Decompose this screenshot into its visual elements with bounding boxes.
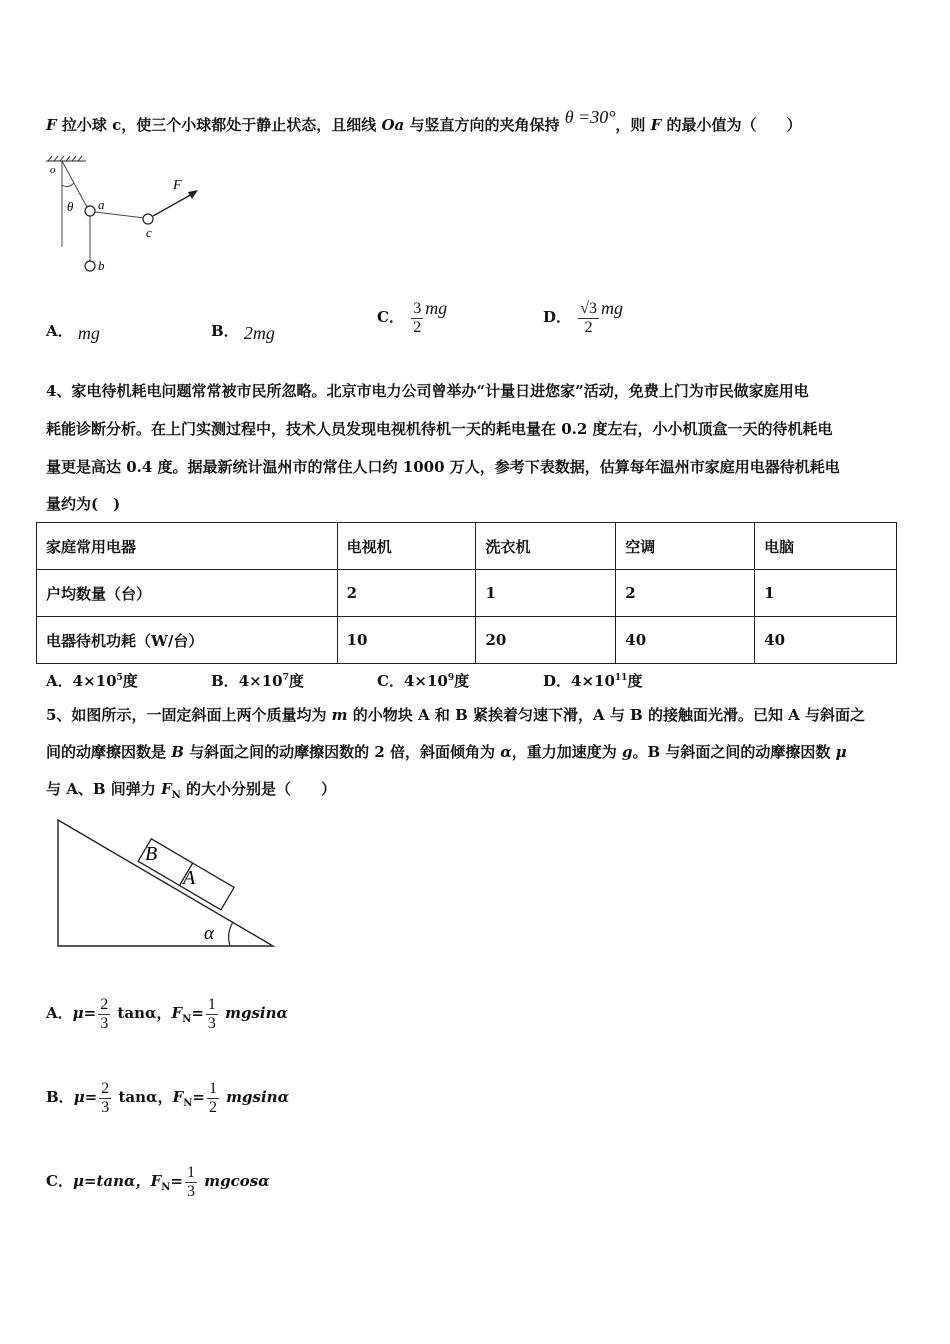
option-base: 4×10 bbox=[403, 672, 448, 690]
option-eq: = bbox=[192, 1088, 205, 1107]
option-fraction bbox=[185, 1164, 197, 1200]
var-m: m bbox=[331, 706, 348, 724]
frac-den: 3 bbox=[100, 1014, 109, 1032]
subscript-N: N bbox=[161, 1182, 171, 1194]
string-ac bbox=[95, 212, 144, 218]
table-cell: 20 bbox=[476, 617, 616, 664]
option-exponent: 11 bbox=[614, 673, 628, 683]
option-text: tanα， bbox=[112, 1004, 172, 1023]
frac-den: 3 bbox=[207, 1014, 216, 1032]
option-text: mgcosα bbox=[198, 1172, 270, 1191]
q3-option-C[interactable] bbox=[377, 300, 447, 336]
ball-c bbox=[143, 214, 153, 224]
label-B: B bbox=[145, 843, 158, 865]
q3-option-A-value: mg bbox=[77, 323, 100, 343]
table-cell: 空调 bbox=[616, 523, 755, 570]
option-text: mgsinα bbox=[219, 1004, 289, 1023]
frac-num: 2 bbox=[101, 1080, 110, 1097]
q3-stem-text4: 的最小值为（ ） bbox=[661, 116, 802, 134]
text: 与斜面之间的动摩擦因数的 2 倍，斜面倾角为 bbox=[183, 743, 501, 761]
string-oa bbox=[62, 161, 88, 209]
option-exponent: 5 bbox=[116, 673, 123, 683]
option-label: A． bbox=[46, 1004, 73, 1023]
option-fraction bbox=[207, 1080, 219, 1116]
option-eq: = bbox=[191, 1004, 204, 1023]
q5-stem-line2 bbox=[46, 741, 847, 762]
q5-option-B[interactable] bbox=[46, 1080, 289, 1116]
incline bbox=[58, 820, 273, 946]
q3-option-B[interactable] bbox=[211, 320, 275, 341]
table-row bbox=[37, 570, 897, 617]
option-text: mgsinα bbox=[220, 1088, 290, 1107]
option-label: C． bbox=[377, 672, 404, 690]
q3-option-C-fraction bbox=[411, 300, 423, 336]
option-F: F bbox=[172, 1088, 184, 1107]
option-fraction bbox=[99, 1080, 111, 1116]
option-base: 4×10 bbox=[571, 672, 615, 690]
option-unit: 度 bbox=[454, 672, 470, 690]
q3-stem-F: F bbox=[46, 116, 57, 134]
option-label: D． bbox=[543, 672, 572, 690]
q3-option-D[interactable] bbox=[543, 300, 623, 336]
option-mu: μ= bbox=[72, 1004, 97, 1023]
q3-stem-text2: 与竖直方向的夹角保持 bbox=[404, 116, 565, 134]
force-F-arrowhead bbox=[188, 190, 198, 199]
table-cell: 电视机 bbox=[337, 523, 476, 570]
var-B: B bbox=[171, 743, 184, 761]
frac-den: 2 bbox=[584, 318, 593, 336]
table-cell: 40 bbox=[755, 617, 897, 664]
label-alpha: α bbox=[204, 923, 214, 944]
table-cell: 户均数量（台） bbox=[37, 570, 338, 617]
q5-stem-line1 bbox=[46, 704, 865, 725]
frac-num: 1 bbox=[207, 996, 216, 1013]
table-cell: 电脑 bbox=[755, 523, 897, 570]
text: 5、如图所示，一固定斜面上两个质量均为 bbox=[46, 706, 332, 724]
q5-stem-line3 bbox=[46, 778, 336, 801]
table-cell: 1 bbox=[476, 570, 616, 617]
q4-option-B[interactable] bbox=[211, 670, 304, 691]
option-text: tanα， bbox=[113, 1088, 173, 1107]
q3-figure bbox=[40, 155, 220, 280]
alpha-arc bbox=[229, 922, 233, 946]
q4-stem-line3: 量更是高达 0.4 度。据最新统计温州市的常住人口约 1000 万人，参考下表数据，估算每年温州市家庭用电器待机耗电 bbox=[46, 458, 840, 476]
q4-stem-line2: 耗能诊断分析。在上门实测过程中，技术人员发现电视机待机一天的耗电量在 0.2 度左右，小小机顶盒一天的待机耗电 bbox=[46, 420, 833, 438]
subscript-N: N bbox=[183, 1098, 193, 1110]
frac-num: 1 bbox=[208, 1080, 217, 1097]
q3-stem-text1: 拉小球 c，使三个小球都处于静止状态，且细线 bbox=[56, 116, 382, 134]
option-eq: = bbox=[170, 1172, 183, 1191]
text: 。B 与斜面之间的动摩擦因数 bbox=[632, 743, 836, 761]
frac-num: 3 bbox=[413, 300, 422, 317]
q4-option-A[interactable] bbox=[46, 670, 138, 691]
option-label: C． bbox=[46, 1172, 73, 1191]
frac-den: 2 bbox=[413, 318, 422, 336]
q4-stem-line1: 4、家电待机耗电问题常常被市民所忽略。北京市电力公司曾举办“计量日进您家”活动，免费上门为市民做家庭用电 bbox=[46, 382, 809, 400]
frac-den: 3 bbox=[101, 1098, 110, 1116]
table-cell: 40 bbox=[616, 617, 755, 664]
q3-option-D-fraction bbox=[578, 300, 599, 336]
label-a: a bbox=[98, 197, 105, 212]
q3-option-A-label: A． bbox=[46, 322, 73, 340]
label-c: c bbox=[146, 225, 152, 240]
label-o: o bbox=[50, 164, 56, 176]
q3-stem bbox=[46, 107, 802, 135]
label-F: F bbox=[173, 178, 182, 193]
q3-option-C-label: C． bbox=[377, 308, 404, 327]
theta-arc bbox=[62, 183, 74, 187]
table-cell: 家庭常用电器 bbox=[37, 523, 338, 570]
option-F: F bbox=[171, 1004, 183, 1023]
text: 与 A、B 间弹力 bbox=[46, 780, 161, 798]
table-cell: 2 bbox=[616, 570, 755, 617]
var-F: F bbox=[160, 780, 172, 798]
q3-option-B-value: 2mg bbox=[243, 323, 275, 343]
option-base: 4×10 bbox=[238, 672, 283, 690]
force-F-arrow bbox=[153, 193, 194, 216]
text: 间的动摩擦因数是 bbox=[46, 743, 172, 761]
q5-option-C[interactable] bbox=[46, 1164, 270, 1200]
text: 的小物块 A 和 B 紧挨着匀速下滑，A 与 B 的接触面光滑。已知 A 与斜面之 bbox=[347, 706, 866, 724]
subscript-N: N bbox=[182, 1014, 192, 1026]
option-fraction bbox=[206, 996, 218, 1032]
q5-option-A[interactable] bbox=[46, 996, 288, 1032]
option-mu: μ= bbox=[73, 1088, 98, 1107]
option-mu: μ=tanα， bbox=[72, 1172, 151, 1191]
table-row bbox=[37, 523, 897, 570]
frac-num: 1 bbox=[186, 1164, 195, 1181]
frac-num: 2 bbox=[100, 996, 109, 1013]
q3-theta-expr: θ =30° bbox=[564, 107, 616, 127]
var-g: g bbox=[622, 743, 633, 761]
q4-table bbox=[36, 522, 897, 664]
subscript-N: N bbox=[171, 790, 181, 801]
q3-stem-Oa: Oa bbox=[381, 116, 405, 134]
q5-incline-figure bbox=[52, 815, 282, 955]
table-cell: 洗衣机 bbox=[476, 523, 616, 570]
ball-b bbox=[85, 261, 95, 271]
option-base: 4×10 bbox=[72, 672, 117, 690]
q3-option-B-label: B． bbox=[211, 322, 239, 340]
table-cell: 10 bbox=[337, 617, 476, 664]
option-label: B． bbox=[46, 1088, 74, 1107]
ceiling-hatch bbox=[46, 156, 86, 161]
frac-num: √3 bbox=[580, 300, 598, 317]
var-mu: μ bbox=[835, 743, 847, 761]
label-theta: θ bbox=[67, 199, 74, 214]
table-cell: 电器待机功耗（W/台） bbox=[37, 617, 338, 664]
q3-option-C-tail: mg bbox=[425, 298, 448, 319]
option-unit: 度 bbox=[122, 672, 138, 690]
frac-den: 3 bbox=[186, 1182, 195, 1200]
label-b: b bbox=[98, 258, 105, 273]
text: ，重力加速度为 bbox=[511, 743, 623, 761]
q4-stem-line4: 量约为( ) bbox=[46, 495, 121, 513]
option-exponent: 9 bbox=[447, 673, 455, 683]
q3-stem-F2: F bbox=[650, 116, 662, 134]
q4-option-C[interactable] bbox=[377, 670, 469, 691]
var-alpha: α bbox=[500, 743, 512, 761]
text: 的大小分别是（ ） bbox=[180, 780, 337, 798]
q3-option-D-label: D． bbox=[543, 308, 572, 327]
option-unit: 度 bbox=[288, 672, 304, 690]
q3-option-D-tail: mg bbox=[601, 298, 624, 319]
table-row bbox=[37, 617, 897, 664]
option-label: A． bbox=[46, 672, 73, 690]
ball-a bbox=[85, 206, 95, 216]
frac-den: 2 bbox=[208, 1098, 217, 1116]
option-F: F bbox=[150, 1172, 162, 1191]
option-exponent: 7 bbox=[282, 673, 289, 683]
q4-option-D[interactable] bbox=[543, 670, 642, 691]
label-A: A bbox=[183, 867, 196, 889]
table-cell: 1 bbox=[755, 570, 897, 617]
q3-option-A[interactable] bbox=[46, 320, 100, 341]
table-cell: 2 bbox=[337, 570, 476, 617]
option-fraction bbox=[98, 996, 110, 1032]
q3-stem-text3: ，则 bbox=[615, 116, 651, 134]
option-label: B． bbox=[211, 672, 239, 690]
option-unit: 度 bbox=[627, 672, 643, 690]
